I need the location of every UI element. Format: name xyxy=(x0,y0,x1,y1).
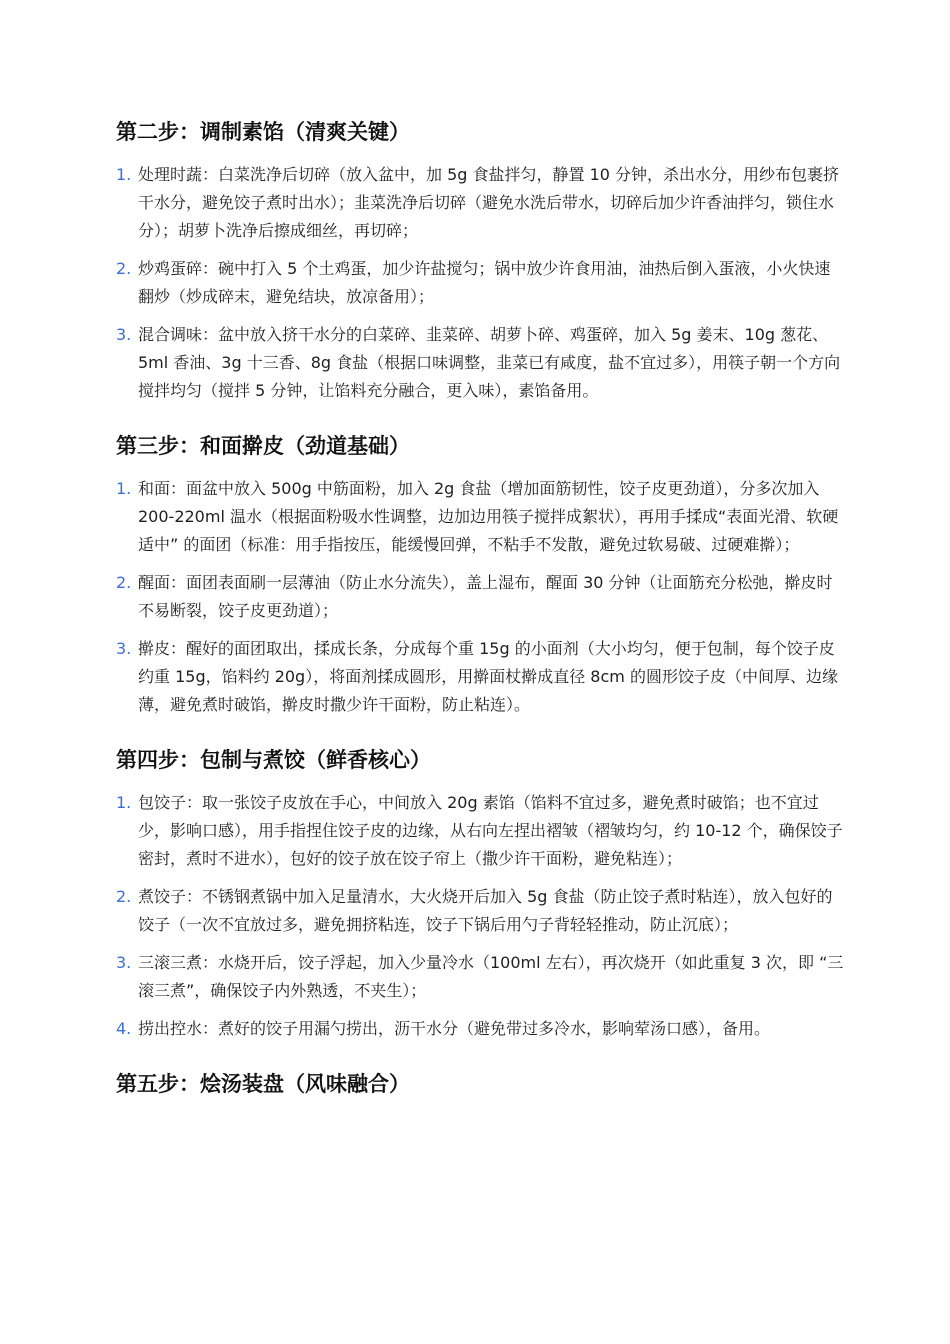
step-text: 煮饺子：不锈钢煮锅中加入足量清水，大火烧开后加入 5g 食盐（防止饺子煮时粘连），放入包好的饺子（一次不宜放过多，避免拥挤粘连，饺子下锅后用勺子背轻轻推动，防止沉底）； xyxy=(138,887,833,934)
step-text: 包饺子：取一张饺子皮放在手心，中间放入 20g 素馅（馅料不宜过多，避免煮时破馅；也不宜过少，影响口感），用手指捏住饺子皮的边缘，从右向左捏出褶皱（褶皱均匀，约 10-12 个，确保饺子密封，煮时不进水），包好的饺子放在饺子帘上（撒少许干面粉，避免粘连）； xyxy=(138,793,843,868)
step-text: 醒面：面团表面刷一层薄油（防止水分流失），盖上湿布，醒面 30 分钟（让面筋充分松弛，擀皮时不易断裂，饺子皮更劲道）； xyxy=(138,573,833,620)
list-item xyxy=(116,1015,846,1043)
step-number: 1. xyxy=(116,793,132,812)
step-text: 混合调味：盆中放入挤干水分的白菜碎、韭菜碎、胡萝卜碎、鸡蛋碎，加入 5g 姜末、10g 葱花、5ml 香油、3g 十三香、8g 食盐（根据口味调整，韭菜已有咸度，盐不宜过多），用筷子朝一个方向搅拌均匀（搅拌 5 分钟，让馅料充分融合，更入味），素馅备用。 xyxy=(138,325,841,400)
list-item xyxy=(116,321,846,405)
step-number: 4. xyxy=(116,1019,132,1038)
list-item xyxy=(116,161,846,245)
list-item xyxy=(116,255,846,311)
step-number: 3. xyxy=(116,325,132,344)
step-number: 3. xyxy=(116,953,132,972)
step-number: 2. xyxy=(116,887,132,906)
section-title: 第三步：和面擀皮（劲道基础） xyxy=(116,434,410,458)
document-page xyxy=(116,0,846,1099)
step-text: 三滚三煮：水烧开后，饺子浮起，加入少量冷水（100ml 左右），再次烧开（如此重复 3 次，即 “三滚三煮”，确保饺子内外熟透，不夹生）； xyxy=(138,953,844,1000)
step-number: 2. xyxy=(116,259,132,278)
list-item xyxy=(116,789,846,873)
list-item xyxy=(116,883,846,939)
list-item xyxy=(116,949,846,1005)
list-item xyxy=(116,475,846,559)
step-text: 捞出控水：煮好的饺子用漏勺捞出，沥干水分（避免带过多冷水，影响荤汤口感），备用。 xyxy=(138,1019,771,1038)
step-text: 处理时蔬：白菜洗净后切碎（放入盆中，加 5g 食盐拌匀，静置 10 分钟，杀出水分，用纱布包裹挤干水分，避免饺子煮时出水）；韭菜洗净后切碎（避免水洗后带水，切碎后加少许香油拌匀，锁住水分）；胡萝卜洗净后擦成细丝，再切碎； xyxy=(138,165,840,240)
step-list xyxy=(116,475,846,719)
step-number: 3. xyxy=(116,639,132,658)
step-text: 炒鸡蛋碎：碗中打入 5 个土鸡蛋，加少许盐搅匀；锅中放少许食用油，油热后倒入蛋液，小火快速翻炒（炒成碎末，避免结块，放凉备用）； xyxy=(138,259,831,306)
step-list xyxy=(116,161,846,405)
section-title: 第五步：烩汤装盘（风味融合） xyxy=(116,1072,410,1096)
step-number: 1. xyxy=(116,165,132,184)
section-title: 第四步：包制与煮饺（鲜香核心） xyxy=(116,748,431,772)
list-item xyxy=(116,569,846,625)
section-title: 第二步：调制素馅（清爽关键） xyxy=(116,120,410,144)
step-text: 和面：面盆中放入 500g 中筋面粉，加入 2g 食盐（增加面筋韧性，饺子皮更劲道），分多次加入 200-220ml 温水（根据面粉吸水性调整，边加边用筷子搅拌成絮状），再用手揉成“表面光滑、软硬适中” 的面团（标准：用手指按压，能缓慢回弹，不粘手不发散，避免过软易破、过硬难擀）； xyxy=(138,479,839,554)
step-list xyxy=(116,789,846,1043)
step-number: 2. xyxy=(116,573,132,592)
step-text: 擀皮：醒好的面团取出，揉成长条，分成每个重 15g 的小面剂（大小均匀，便于包制，每个饺子皮约重 15g，馅料约 20g），将面剂揉成圆形，用擀面杖擀成直径 8cm 的圆形饺子皮（中间厚、边缘薄，避免煮时破馅，擀皮时撒少许干面粉，防止粘连）。 xyxy=(138,639,838,714)
list-item xyxy=(116,635,846,719)
step-number: 1. xyxy=(116,479,132,498)
